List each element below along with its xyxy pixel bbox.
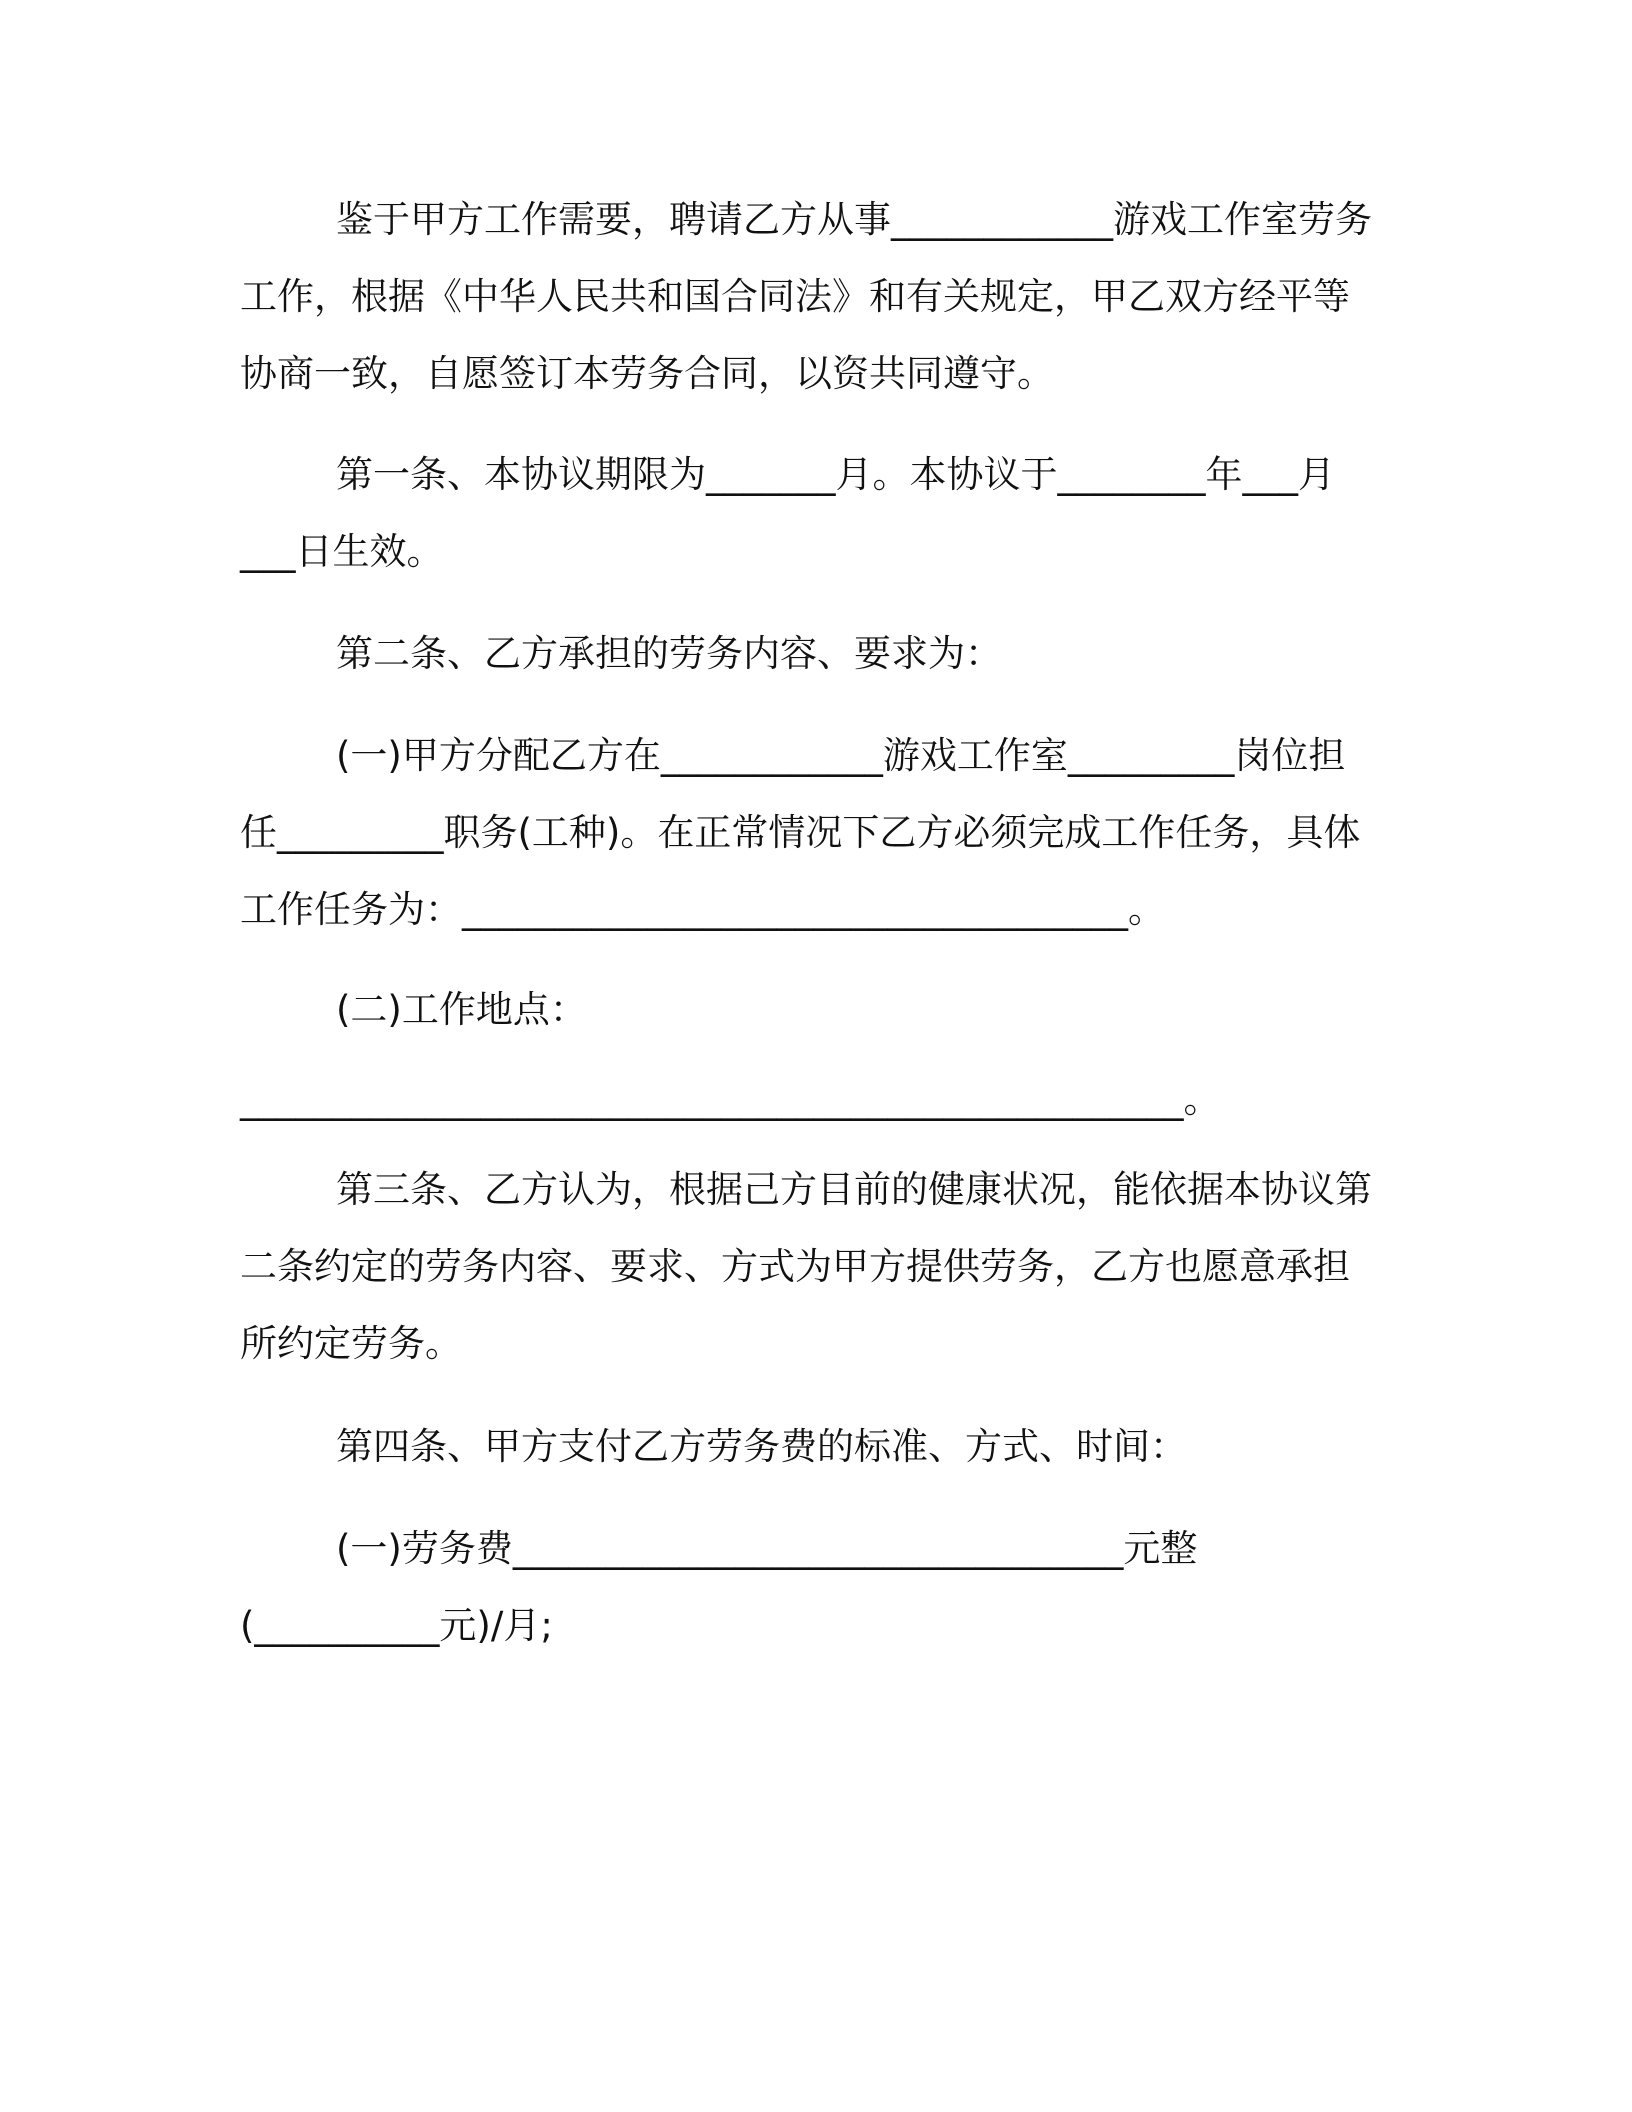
article-4-heading: 第四条、甲方支付乙方劳务费的标准、方式、时间： <box>336 1425 1187 1468</box>
article-1-line-1: 第一条、本协议期限为_______月。本协议于________年___月 <box>336 453 1335 496</box>
article-2-heading: 第二条、乙方承担的劳务内容、要求为： <box>336 632 1002 675</box>
preamble-line-1: 鉴于甲方工作需要，聘请乙方从事____________游戏工作室劳务 <box>336 198 1372 241</box>
article-2-item-2-line-1: (二)工作地点： <box>336 988 587 1031</box>
article-2-item-1-line-1: (一)甲方分配乙方在____________游戏工作室_________岗位担 <box>336 734 1346 777</box>
preamble-line-2: 工作，根据《中华人民共和国合同法》和有关规定，甲乙双方经平等 <box>240 275 1350 318</box>
article-3-line-2: 二条约定的劳务内容、要求、方式为甲方提供劳务，乙方也愿意承担 <box>240 1245 1350 1288</box>
article-2-item-2-line-2: ___________________________________________________。 <box>240 1078 1221 1121</box>
article-3-line-1: 第三条、乙方认为，根据己方目前的健康状况，能依据本协议第 <box>336 1168 1372 1211</box>
article-3-line-3: 所约定劳务。 <box>240 1322 462 1365</box>
article-4-item-1-line-2: (__________元)/月; <box>240 1604 553 1647</box>
preamble-line-3: 协商一致，自愿签订本劳务合同，以资共同遵守。 <box>240 352 1054 395</box>
article-2-item-1-line-2: 任_________职务(工种)。在正常情况下乙方必须完成工作任务，具体 <box>240 811 1361 854</box>
article-1-line-2: ___日生效。 <box>240 530 444 573</box>
article-2-item-1-line-3: 工作任务为：____________________________________。 <box>240 888 1165 931</box>
article-4-item-1-line-1: (一)劳务费_________________________________元整 <box>336 1527 1198 1570</box>
